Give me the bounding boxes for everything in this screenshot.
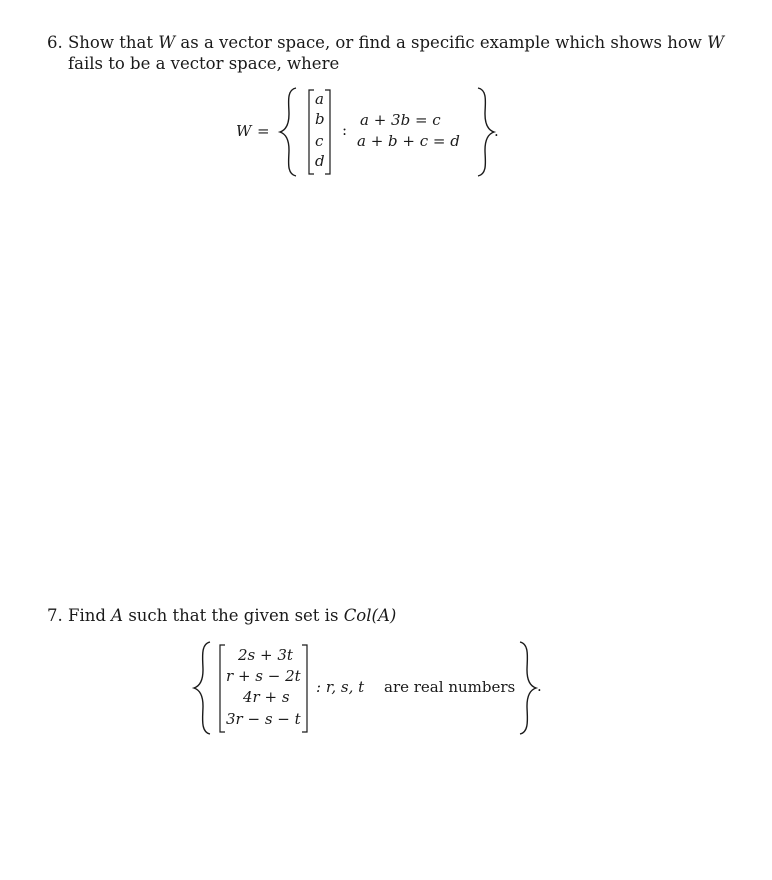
set-w-colon: : <box>342 121 348 139</box>
condition-2: a + b + c = d <box>357 132 460 150</box>
set-w-equals: = <box>257 122 270 140</box>
set7-params: : r, s, t <box>316 678 365 696</box>
vector7-entry-1: 2s + 3t <box>238 646 293 664</box>
condition-1: a + 3b = c <box>360 111 441 129</box>
vector-entry-a: a <box>315 90 324 108</box>
problem-7-col-arg: (A) <box>371 606 397 625</box>
problem-7-col: Col <box>343 606 372 625</box>
vector-entry-c: c <box>315 132 324 150</box>
problem-7-var-a: A <box>111 606 124 625</box>
right-brace-7 <box>520 642 536 734</box>
set-w-lhs: W <box>236 122 252 140</box>
problem-6-text-b: as a vector space, or find a specific example which shows how <box>175 33 708 52</box>
left-brace-7 <box>194 642 210 734</box>
problem-6-var-w2: W <box>707 33 725 52</box>
problem-7-text-a: Find <box>68 606 112 625</box>
left-matrix-bracket-7 <box>220 645 225 732</box>
vector7-entry-4: 3r − s − t <box>226 710 301 728</box>
problem-6-line-2: fails to be a vector space, where <box>68 54 340 73</box>
vector-entry-d: d <box>315 152 325 170</box>
set-w-period: . <box>494 122 499 140</box>
set7-qualifier: are real numbers <box>384 678 516 696</box>
set7-period: . <box>537 677 542 695</box>
problem-7-number: 7. <box>47 606 63 625</box>
vector-entry-b: b <box>315 110 325 128</box>
vector7-entry-3: 4r + s <box>243 688 290 706</box>
problem-7-text-b: such that the given set is <box>123 606 344 625</box>
vector7-entry-2: r + s − 2t <box>226 667 301 685</box>
problem-6-var-w: W <box>158 33 176 52</box>
problem-6-number: 6. <box>47 33 63 52</box>
right-matrix-bracket-7 <box>302 645 307 732</box>
problem-6-text-a: Show that <box>68 33 159 52</box>
